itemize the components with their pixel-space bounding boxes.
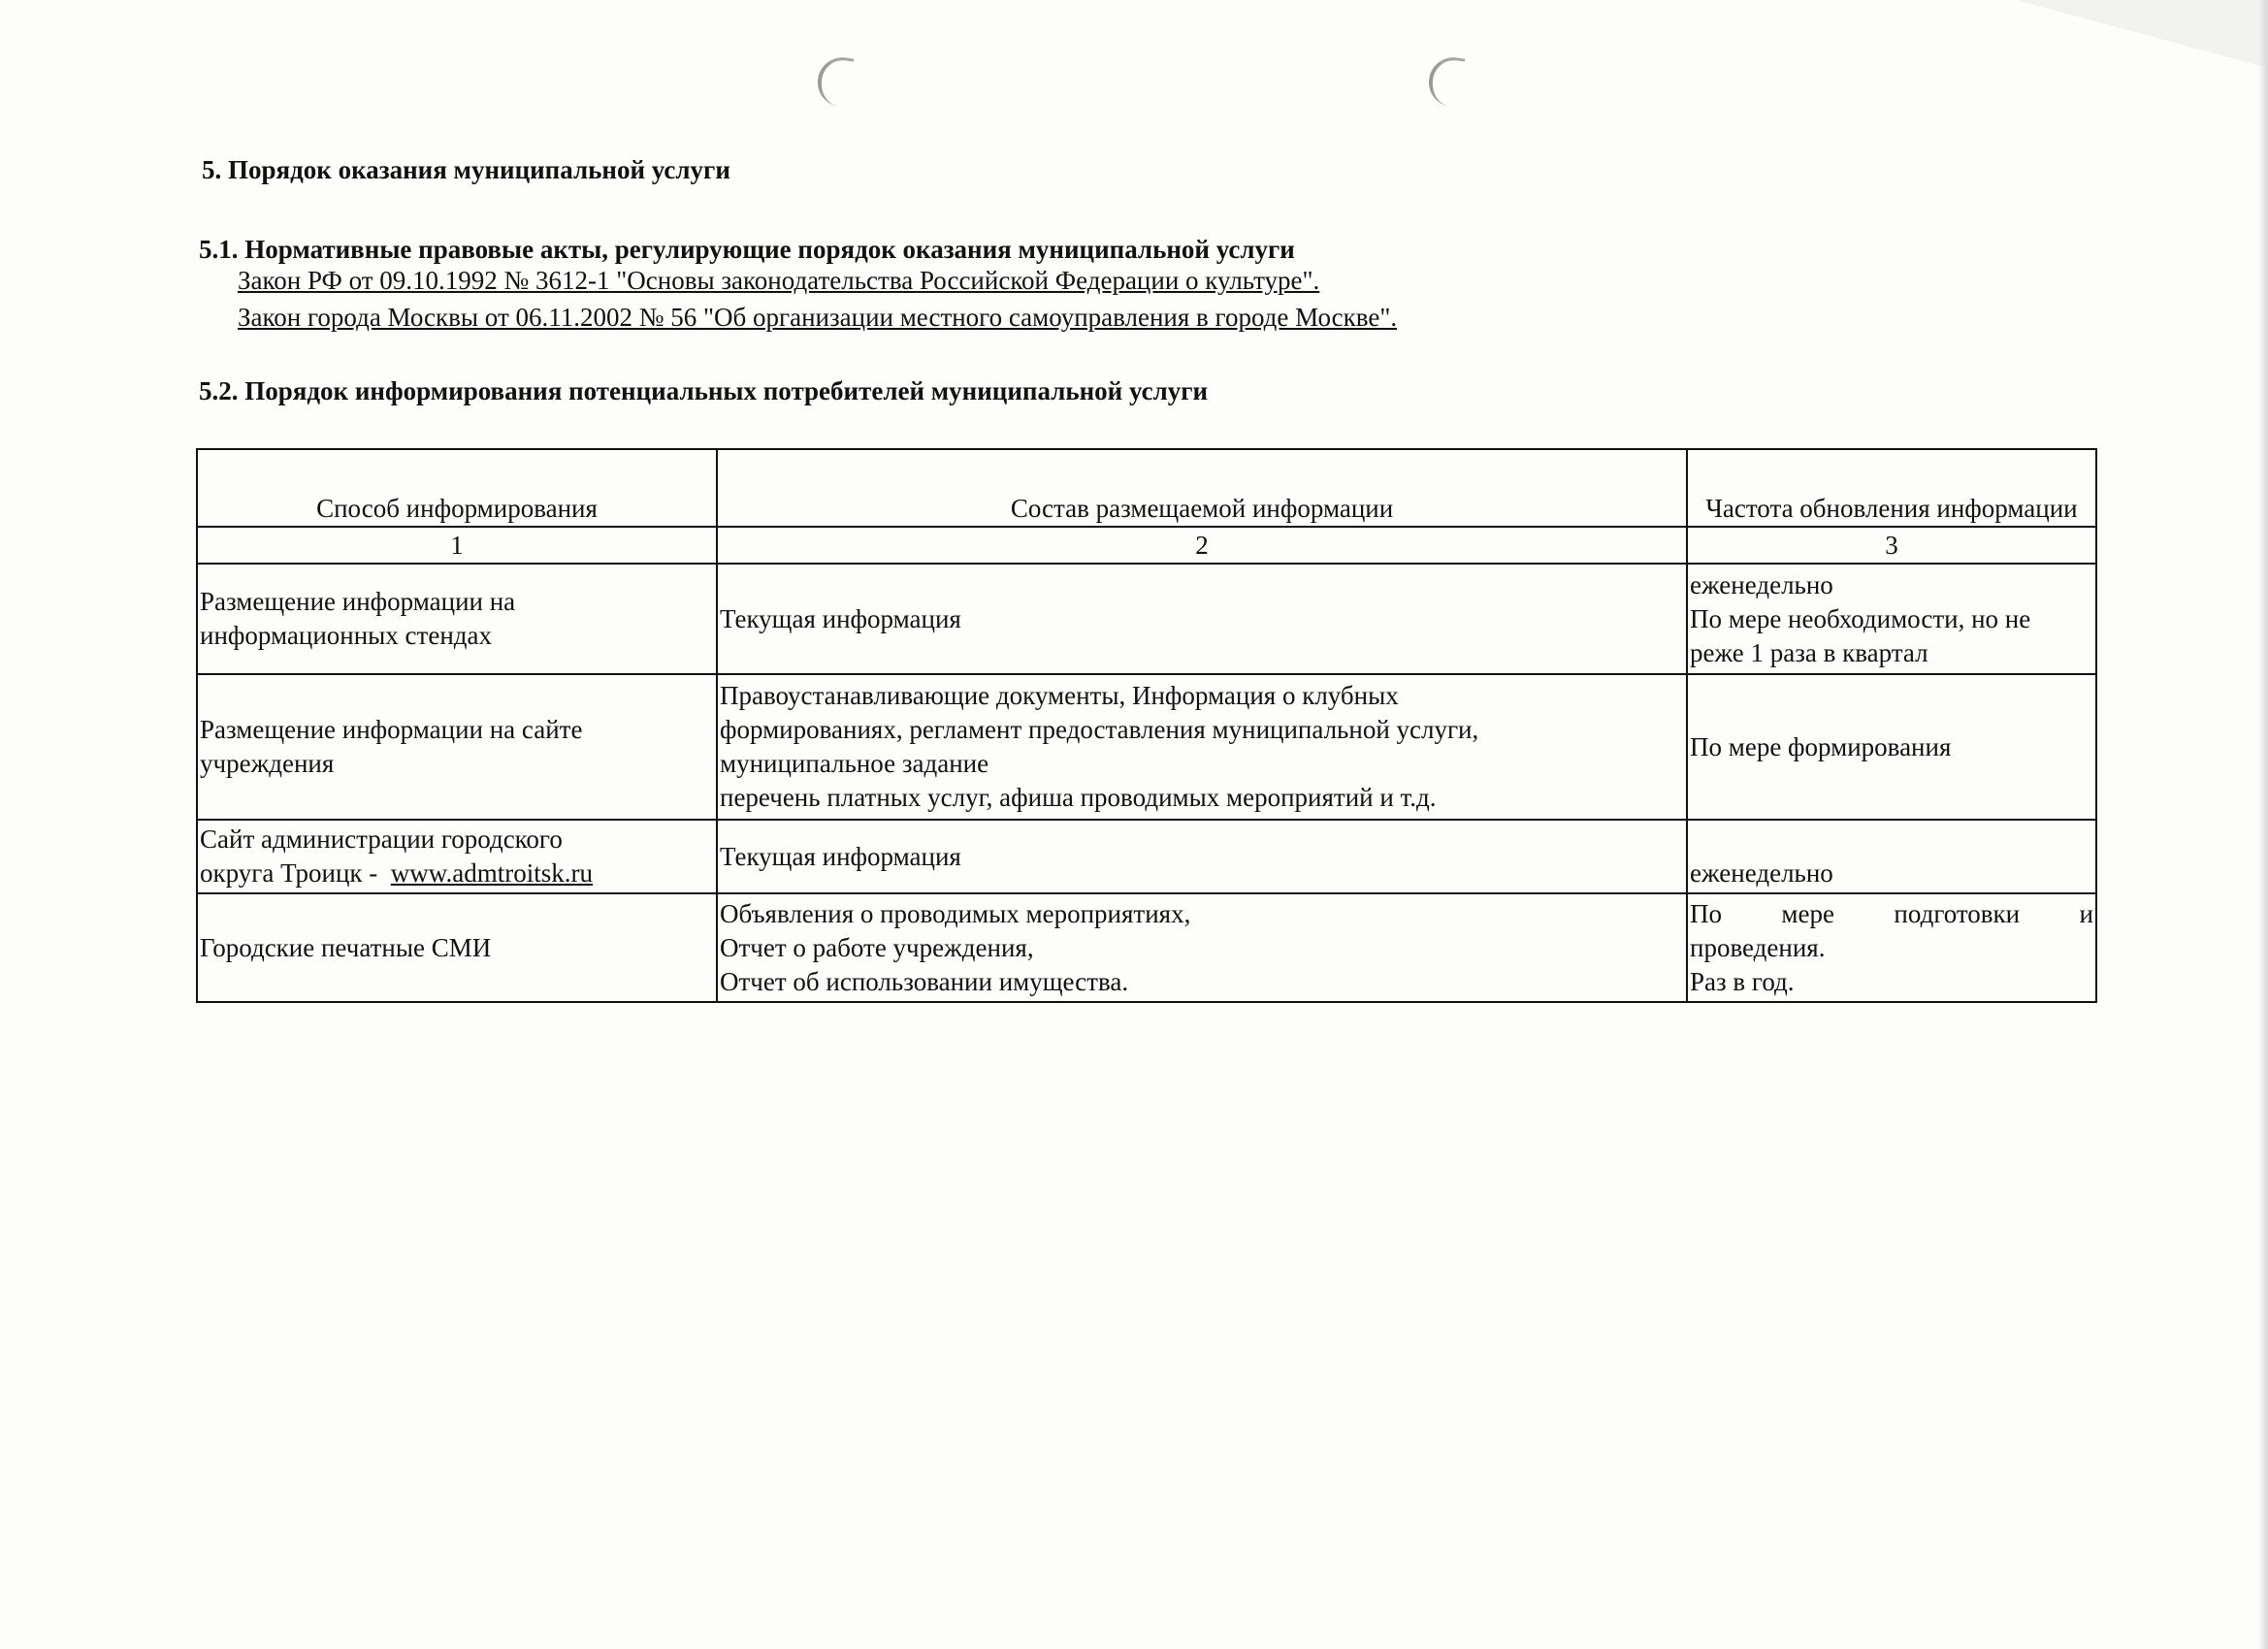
cell-line: Размещение информации на [200,587,516,616]
cell-line: учреждения [200,749,335,778]
information-table [196,448,2097,1003]
cell-line: Раз в год. [1690,966,1795,996]
content-cell [717,820,1687,893]
header-cell-method: Способ информирования [197,449,717,527]
subsection-heading-5-2: 5.2. Порядок информирования потенциальных потребителей муниципальной услуги [199,376,1209,405]
law-reference: Закон РФ от 09.10.1992 № 3612-1 "Основы законодательства Российской Федерации о культуре". [238,266,1320,295]
method-cell [197,674,717,820]
cell-line [200,857,714,890]
method-cell [197,820,717,893]
law-reference: Закон города Москвы от 06.11.2002 № 56 "Об организации местного самоуправления в городе Москве". [238,303,1398,332]
folded-corner [2016,0,2268,68]
column-number: 2 [717,527,1687,564]
cell-line: По мере формирования [1690,731,1952,761]
header-cell-frequency: Частота обновления информации [1687,449,2096,527]
cell-line: еженедельно [1690,569,1833,599]
table-header-row [197,449,2096,527]
frequency-cell [1687,893,2096,1002]
column-number: 3 [1687,527,2096,564]
cell-line: муниципальное задание [720,749,989,778]
cell-line: Отчет о работе учреждения, [720,932,1034,962]
content-cell [717,564,1687,674]
cell-line: проведения. [1690,932,1826,962]
table-row [197,893,2096,1002]
frequency-cell [1687,564,2096,674]
cell-line: По мере подготовки и [1690,898,2093,928]
cell-line: Отчет об использовании имущества. [720,966,1129,996]
cell-line: По мере необходимости, но не [1690,603,2031,633]
table-row [197,674,2096,820]
cell-line: еженедельно [1690,858,1833,888]
header-cell-content: Состав размещаемой информации [717,449,1687,527]
cell-line: перечень платных услуг, афиша проводимых мероприятий и т.д. [720,783,1437,812]
column-number-row [197,527,2096,564]
cell-line: Сайт администрации городского [200,824,563,854]
cell-line: реже 1 раза в квартал [1690,637,1928,667]
column-number: 1 [197,527,717,564]
cell-line: формированиях, регламент предоставления муниципальной услуги, [720,715,1479,744]
website-link[interactable]: www.admtroitsk.ru [390,858,594,888]
method-cell [197,893,717,1002]
cell-line: Правоустанавливающие документы, Информация о клубных [720,681,1399,710]
content-cell [717,674,1687,820]
cell-line: Размещение информации на сайте [200,715,583,744]
frequency-cell [1687,674,2096,820]
cell-line: информационных стендах [200,621,492,650]
cell-line: Текущая информация [720,603,961,633]
punch-hole-mark [815,54,855,108]
cell-line: Объявления о проводимых мероприятиях, [720,898,1191,928]
punch-hole-mark [1426,54,1466,108]
section-heading: 5. Порядок оказания муниципальной услуги [202,155,730,184]
cell-line: Городские печатные СМИ [200,932,492,962]
content-cell [717,893,1687,1002]
cell-text: округа Троицк - [200,858,391,888]
frequency-cell [1687,820,2096,893]
table-row [197,564,2096,674]
page-edge-shadow [2258,0,2268,1649]
subsection-heading-5-1: 5.1. Нормативные правовые акты, регулирующие порядок оказания муниципальной услуги [199,235,1295,264]
method-cell [197,564,717,674]
table-row [197,820,2096,893]
cell-line: Текущая информация [720,841,961,871]
